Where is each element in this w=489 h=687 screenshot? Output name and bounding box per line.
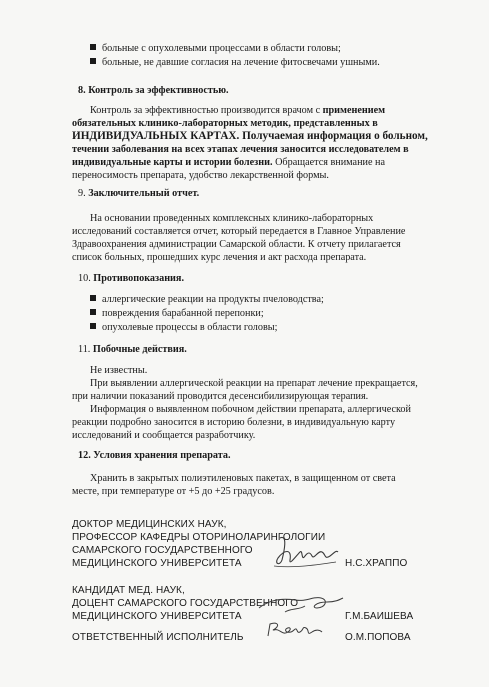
- signatory-2-line: ДОЦЕНТ САМАРСКОГО ГОСУДАРСТВЕННОГО: [72, 598, 299, 609]
- list-item: опухолевые процессы в области головы;: [90, 321, 277, 334]
- section-8-line: переносимость препарата, удобство лекарственной формы.: [72, 170, 329, 181]
- section-12-heading: 12. Условия хранения препарата.: [78, 450, 231, 461]
- section-11-heading: 11. Побочные действия.: [78, 344, 187, 355]
- signatory-2-name: Г.М.БАИШЕВА: [345, 611, 414, 622]
- square-bullet-icon: [90, 44, 96, 50]
- section-8-line: течении заболевания на всех этапах лечения заносится исследователем в: [72, 144, 409, 155]
- section-11-line: реакции подробно заносится в историю болезни, в индивидуальную карту: [72, 417, 396, 428]
- handwritten-signature-icon: [255, 590, 345, 618]
- signatory-1-line: ПРОФЕССОР КАФЕДРЫ ОТОРИНОЛАРИНГОЛОГИИ: [72, 532, 326, 543]
- square-bullet-icon: [90, 309, 96, 315]
- section-11-line: Информация о выявленном побочном действии препарата, аллергической: [90, 404, 411, 415]
- signatory-1-line: ДОКТОР МЕДИЦИНСКИХ НАУК,: [72, 519, 227, 530]
- section-10-heading: 10. Противопоказания.: [78, 273, 184, 284]
- section-8-line: Контроль за эффективностью производится врачом с применением: [90, 105, 386, 116]
- signatory-1-line: САМАРСКОГО ГОСУДАРСТВЕННОГО: [72, 545, 253, 556]
- section-8-line: индивидуальные карты и истории болезни. Обращается внимание на: [72, 157, 386, 168]
- list-item: повреждения барабанной перепонки;: [90, 307, 264, 320]
- list-item: больные с опухолевыми процессами в области головы;: [90, 42, 341, 55]
- signatory-2-line: МЕДИЦИНСКОГО УНИВЕРСИТЕТА: [72, 611, 242, 622]
- signatory-1-name: Н.С.ХРАППО: [345, 558, 408, 569]
- section-9-line: Здравоохранения администрации Самарской области. К отчету прилагается: [72, 239, 401, 250]
- list-item: больные, не давшие согласия на лечение фитосвечами ушными.: [90, 56, 380, 69]
- section-11-line: Не известны.: [90, 365, 148, 376]
- section-9-line: исследований составляется отчет, который передается в Главное Управление: [72, 226, 406, 237]
- section-11-line: исследований и сообщается разработчику.: [72, 430, 256, 441]
- signatory-3-line: ОТВЕТСТВЕННЫЙ ИСПОЛНИТЕЛЬ: [72, 632, 244, 643]
- section-9-line: На основании проведенных комплексных клинико-лабораторных: [90, 213, 374, 224]
- square-bullet-icon: [90, 295, 96, 301]
- section-12-line: Хранить в закрытых полиэтиленовых пакетах, в защищенном от света: [90, 473, 396, 484]
- handwritten-signature-icon: [262, 618, 326, 642]
- section-12-line: месте, при температуре от +5 до +25 градусов.: [72, 486, 275, 497]
- signatory-3-name: О.М.ПОПОВА: [345, 632, 411, 643]
- handwritten-signature-icon: [270, 530, 340, 572]
- signatory-2-line: КАНДИДАТ МЕД. НАУК,: [72, 585, 185, 596]
- square-bullet-icon: [90, 323, 96, 329]
- section-8-heading: 8. Контроль за эффективностью.: [78, 85, 229, 96]
- section-9-line: список больных, прошедших курс лечения и акт расхода препарата.: [72, 252, 367, 263]
- square-bullet-icon: [90, 58, 96, 64]
- section-11-line: при наличии показаний проводится десенсибилизирующая терапия.: [72, 391, 369, 402]
- section-8-line: ИНДИВИДУАЛЬНЫХ КАРТАХ. Получаемая информация о больном,: [72, 130, 428, 142]
- signatory-1-line: МЕДИЦИНСКОГО УНИВЕРСИТЕТА: [72, 558, 242, 569]
- section-8-line: обязательных клинико-лабораторных методик, представленных в: [72, 118, 378, 129]
- section-9-heading: 9. Заключительный отчет.: [78, 188, 200, 199]
- list-item: аллергические реакции на продукты пчеловодства;: [90, 293, 324, 306]
- section-11-line: При выявлении аллергической реакции на препарат лечение прекращается,: [90, 378, 418, 389]
